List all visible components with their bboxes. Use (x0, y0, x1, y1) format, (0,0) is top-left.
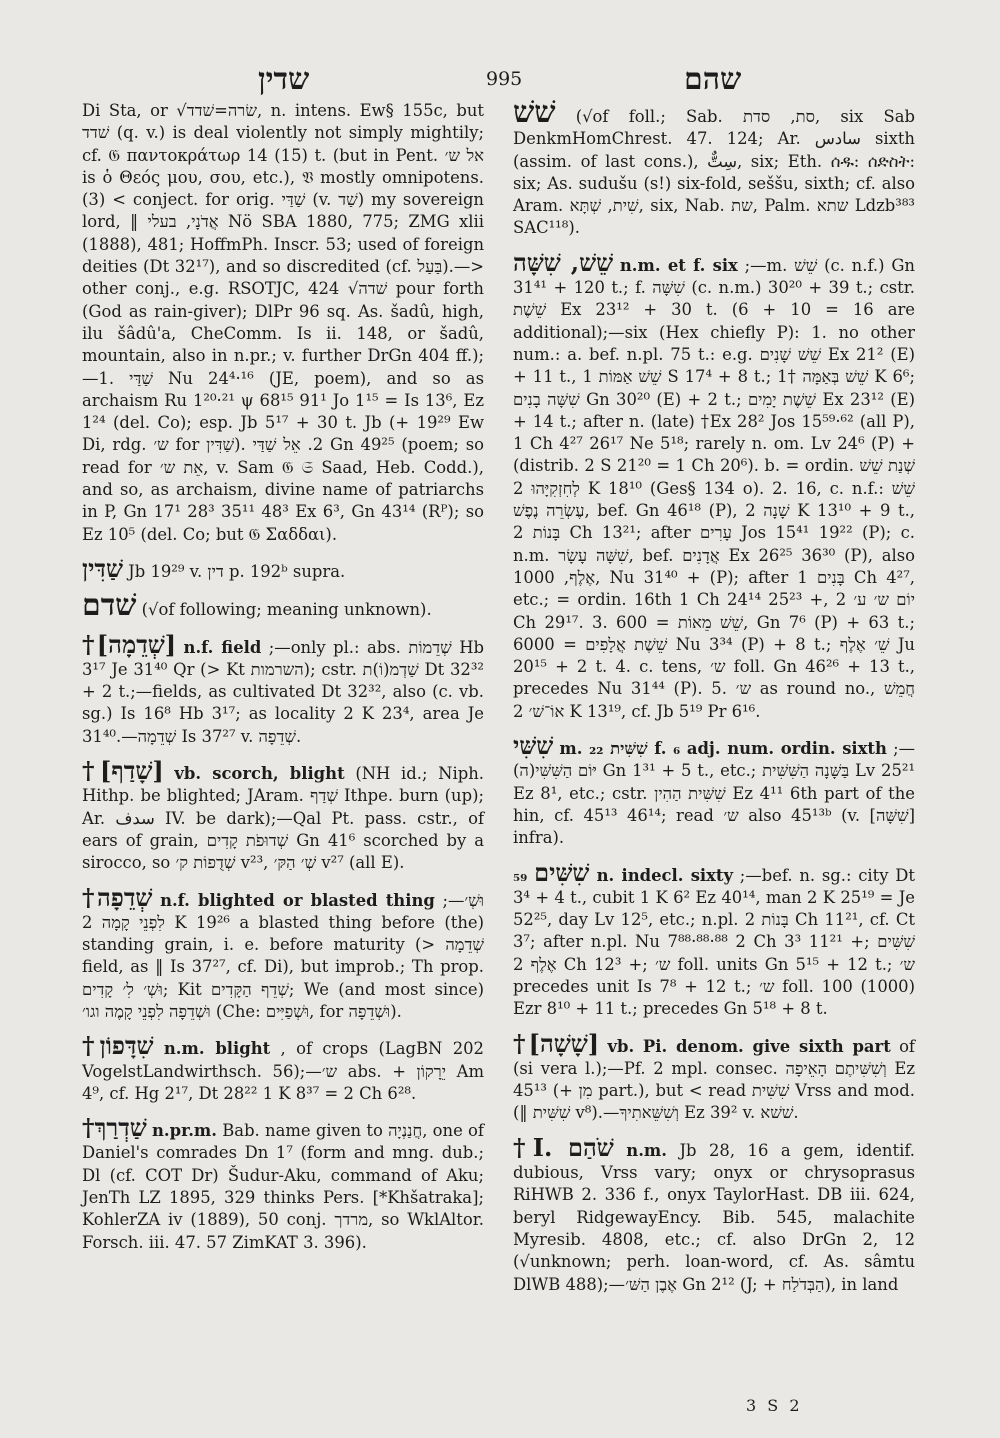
entry-shoham (513, 1132, 916, 1296)
entry-grammar: n.m. (626, 1140, 667, 1160)
entry-shiddafon (82, 1033, 484, 1105)
entry-text: (NH id.; Niph. Hithp. be blighted; JAram. שְׁדַף Ithpe. burn (up); Ar. سدف IV. be dark);—Qal Pt. pass. cstr., of ears of grain, שְׁדוּפֹת קָדִים Gn 41⁶ scorched by a sirocco, so שְׁדֻפוֹת ק׳ v²³, שְׁ׳ הַקּ׳ v²⁷ (all E). (82, 764, 485, 873)
entry-shadrach (82, 1115, 484, 1254)
left-column (82, 100, 484, 1264)
entry-grammar: vb. scorch, blight (174, 764, 345, 784)
entry-headword: †שַׁדְרַךְ (82, 1113, 147, 1143)
entry-grammar: ₅₉ n. indecl. sixty (513, 865, 734, 885)
entry-shaddai-continuation (82, 100, 484, 546)
entry-headword: שַׁדִּין (82, 553, 123, 583)
entry-headword: שִׁשִּׁי (513, 731, 554, 761)
entry-headword: שׁשׁ (513, 95, 556, 130)
entry-text: (√of foll.; Sab. סת, סדת, six Sab DenkmHomChrest. 47. 124; Ar. سادس sixth (assim. of last cons.), سِتٌّ, six; Eth. ሰዱ: ሰድስት: six; As. sudušu (s!) six-fold, seššu, sixth; cf. also Aram. שִׁית, שְׁתָּא, six, Nab. שת, Palm. שתא Ldzb³⁸³ SAC¹¹⁸). (513, 107, 915, 238)
printer-signature: 3 S 2 (746, 1396, 803, 1415)
entry-text: ;—only pl.: abs. שְׁדֵמוֹת Hb 3¹⁷ Je 31⁴⁰ Qr (> Kt השרמות); cstr. שַׁדְמ(וֹ)ת Dt 32³² + 2 t.;—fields, as cultivated Dt 32³², also (c. vb. sg.) Is 16⁸ Hb 3¹⁷; as locality 2 K 23⁴, area Je 31⁴⁰.—שְׁדֵמָה Is 37²⁷ v. שְׁדֵפָה. (82, 637, 484, 746)
entry-headword: †שִׁדָּפוֹן (82, 1031, 154, 1061)
entry-headword: †I. שֹׁהַם (513, 1132, 614, 1162)
entry-shedemah (82, 629, 484, 748)
entry-headword: †[שְׁדֵמָה] (82, 629, 177, 659)
entry-grammar: n.f. field (183, 637, 262, 657)
page-number: 995 (486, 68, 523, 90)
entry-root-shdm (82, 588, 484, 624)
entry-text: ;—וּשְׁ׳ לִפְנֵי קָמָה 2 K 19²⁶ a blasted thing before (the) standing grain, i. e. before maturity (> שְׁדֵמָה field, as ‖ Is 37²⁷, cf. Di), but improb.; Th prop. וּשְׁ׳ לִ׳ קָדִים; Kit שְׁדֵף הַקָּדִים; We (and most since) וּשְׁדֵפָה לִפְנֵי קָמֶה וגו׳ (Che: וּשְׁפַיִּים, for וּשְׁדֵפָה). (82, 890, 485, 1021)
running-head-right: שהם (684, 62, 742, 97)
running-head (0, 62, 1000, 102)
entry-grammar: n.pr.m. (152, 1121, 217, 1141)
entry-grammar: vb. Pi. denom. give sixth part (607, 1036, 891, 1056)
right-column (513, 95, 916, 1306)
entry-grammar: n.m. blight (163, 1039, 271, 1059)
running-head-left: שדין (258, 62, 310, 97)
entry-headword: †[שָׁדַף] (82, 756, 164, 786)
entry-text: of (si vera l.);—Pf. 2 mpl. consec. וְשִׁשִּׁיתֶם הָאֵיפָה Ez 45¹³ (+ מִן part.), but < read שִׁשִּׁית Vrss and mod. (‖ שִׁשִּׁית v⁸).—וְשִׁשֵּׁאתִיךָ Ez 39² v. שׁשׁא. (513, 1036, 915, 1123)
entry-text: , of crops (LagBN 202 VogelstLandwirthsch. 56);—ש׳ abs. + יֵרָקוֹן Am 4⁹, cf. Hg 2¹⁷, Dt 28²² 1 K 8³⁷ = 2 Ch 6²⁸. (82, 1039, 485, 1103)
entry-shesh (513, 247, 916, 723)
entry-shedefah (82, 882, 485, 1024)
entry-shaddin (82, 553, 484, 583)
entry-headword: †[שָׁשָׁה] (513, 1028, 600, 1058)
entry-headword: שׁדם (82, 588, 137, 624)
entry-headword: †שְׁדֵפָה (82, 882, 153, 912)
entry-text: ;—m. שֵׁשׁ (c. n.f.) Gn 31⁴¹ + 120 t.; f. שִׁשָּׁה (c. n.m.) 30²⁰ + 39 t.; cstr. שֵׁשֶׁת Ex 23¹² + 30 t. (6 + 10 = 16 are additional);—six (Hex chiefly P): 1. no other num.: a. bef. n.pl. 75 t.: e.g. שֵׁשׁ שָׁנִים Ex 21² (E) + 11 t., שֵׁשׁ אַמּוֹת 1 S 17⁴ + 8 t.; שֵׁשׁ בְּאַמָּה †1 K 6⁶; שִׁשָּׁה בָנִים Gn 30²⁰ (E) + 2 t.; שֵׁשֶׁת יָמִים Ex 23¹² (E) + 14 t.; after n. (late) †Ex 28² Jos 15⁵⁹·⁶² (all P), 1 Ch 4²⁷ 26¹⁷ Ne 5¹⁸; rarely n. om. Lv 24⁶ (P) + (distrib. 2 S 21²⁰ = 1 Ch 20⁶). b. = ordin. שְׁנַת שֵׁשׁ לְחִזְקִיָּהוּ 2 K 18¹⁰ (Ges§ 134 o). 2. 16, c. n.f.: שֵׁשׁ עֶשְׂרֵה נֶפֶשׁ, bef. Gn 46¹⁸ (P), שָׁנָה 2 K 13¹⁰ + 9 t., בָּנוֹת 2 Ch 13²¹; after עָרִים Jos 15⁴¹ 19²² (P); c. n.m. שִׁשָּׁה עָשָׂר, bef. אֲדָנִים Ex 26²⁵ 36³⁰ (P), also אֶלֶף, 1000, Nu 31⁴⁰ + (P); after בָּנִים 1 Ch 4²⁷, etc.; = ordin. 16th 1 Ch 24¹⁴ 25²³ +, יוֹם ש׳ ע׳ 2 Ch 29¹⁷. 3. 600 = שֵׁשׁ מֵאוֹת, Gn 7⁶ (P) + 63 t.; 6000 = שֵׁשֶׁת אֲלָפִים Nu 3³⁴ (P) + 8 t.; שֵׁ׳ אֶלֶף Ju 20¹⁵ + 2 t. 4. c. tens, ש׳ foll. Gn 46²⁶ + 13 t., precedes Nu 31⁴⁴ (P). 5. ש׳ as round no., חֲמֵשׁ אוֹ־שׁ׳ 2 K 13¹⁹, cf. Jb 5¹⁹ Pr 6¹⁶. (513, 255, 916, 721)
entry-root-shsh (513, 95, 915, 240)
entry-shishshim (513, 857, 915, 1021)
entry-grammar: m. ₂₂ שִׁשִּׁית f. ₆ adj. num. ordin. sixth (559, 739, 887, 759)
entry-text: ;—(ה)יּוֹם הַשִּׁשִּׁי Gn 1³¹ + 5 t., etc.; בַּשָּׁנָה הַשִּׁשִּׁית Lv 25²¹ Ez 8¹, etc.; cstr. שִׁשִּׁית הַהִין Ez 4¹¹ 6th part of the hin, cf. 45¹³ 46¹⁴; read ש׳ also 45¹³ᵇ (v. [שִׁשָּׁה] infra). (513, 739, 916, 848)
entry-shashah (513, 1028, 915, 1125)
entry-shadaf (82, 758, 484, 874)
entry-headword: שִׁשִּׁים (534, 857, 590, 887)
entry-text: (√of following; meaning unknown). (141, 600, 432, 620)
entry-grammar: n.m. et f. six (619, 255, 738, 275)
entry-headword: שֵׁשׁ, שִׁשָּׁה (513, 247, 614, 277)
entry-text: Bab. name given to חֲנַנְיָה, one of Daniel's comrades Dn 1⁷ (form and mng. dub.; Dl (cf. COT Dr) Šudur-Aku, command of Aku; JenTh LZ 1895, 329 thinks Pers. [*Khšatraka]; KohlerZA iv (1889), 50 conj. מרדך, so WklAltor. Forsch. iii. 47. 57 ZimKAT 3. 396). (82, 1121, 484, 1252)
entry-text: ;—bef. n. sg.: city Dt 3⁴ + 4 t., cubit 1 K 6² Ez 40¹⁴, man 2 K 25¹⁹ = Je 52²⁵, day Lv 12⁵, etc.; n.pl. בָּנוֹת 2 Ch 11²¹, cf. Ct 3⁷; after n.pl. Nu 7⁸⁸·⁸⁸·⁸⁸ 2 Ch 3³ 11²¹ +; שִׁשִּׁים אֶלֶף 2 Ch 12³ +; ש׳ foll. units Gn 5¹⁵ + 12 t.; ש׳ precedes unit Is 7⁸ + 12 t.; ש׳ foll. 100 (1000) Ezr 8¹⁰ + 11 t.; precedes Gn 5¹⁸ + 8 t. (513, 865, 915, 1019)
entry-text: Di Sta, or √שׂרה=שׁדד, n. intens. Ew§ 155c, but שׁדד (q. v.) is deal violently not simply mightily; cf. 𝔊 παντοκράτωρ 14 (15) t. (but in Pent. אל ש׳ is ὁ Θεός μου, σου, etc.), 𝔙 mostly omnipotens. (3) < conject. for orig. שַׁדַּי (v. שַׁד) my sovereign lord, ‖ אֲדֹנָי, בעלי Nö SBA 1880, 775; ZMG xlii (1888), 481; HoffmPh. Inscr. 53; used of foreign deities (Dt 32¹⁷), and so discredited (cf. בַּעַל).—> other conj., e.g. RSOTJC, 424 √שׁדה pour forth (God as rain-giver); DlPr 96 sq. As. šadû, high, ilu šâdû'a, CheComm. Is ii. 148, or šadû, mountain, also in n.pr.; v. further DrGn 404 ff.);—1. שַׁדַּי Nu 24⁴·¹⁶ (JE, poem), and so as archaism Ru 1²⁰·²¹ ψ 68¹⁵ 91¹ Jo 1¹⁵ = Is 13⁶, Ez 1²⁴ (del. Co); esp. Jb 5¹⁷ + 30 t. Jb (+ 19²⁹ Ew Di, rdg. ש׳ for שַׁדִּין). 2. אֵל שַׁדַּי Gn 49²⁵ (poem; so read for אֵת ש׳, v. Sam 𝔊 𝔖 Saad, Heb. Codd.), and so, as archaism, divine name of patriarchs in P, Gn 17¹ 28³ 35¹¹ 48³ Ex 6³, Gn 43¹⁴ (Rᴾ); so Ez 10⁵ (del. Co; but 𝔊 Σαδδαι). (82, 101, 485, 544)
entry-text: Jb 28, 16 a gem, identif. dubious, Vrss vary; onyx or chrysoprasus RiHWB 2. 336 f., onyx TaylorHast. DB iii. 624, beryl RidgewayEncy. Bib. 545, malachite Myresib. 4808, etc.; cf. also DrGn 2, 12 (√unknown; perh. loan-word, cf. As. sâmtu DlWB 488);—אֶבֶן הַשּׁ׳ Gn 2¹² (J; + הַבְּדֹלַח), in land (513, 1140, 916, 1294)
entry-text: Jb 19²⁹ v. דין p. 192ᵇ supra. (128, 561, 346, 581)
entry-shishshi (513, 733, 915, 849)
entry-grammar: n.f. blighted or blasted thing (160, 890, 435, 910)
